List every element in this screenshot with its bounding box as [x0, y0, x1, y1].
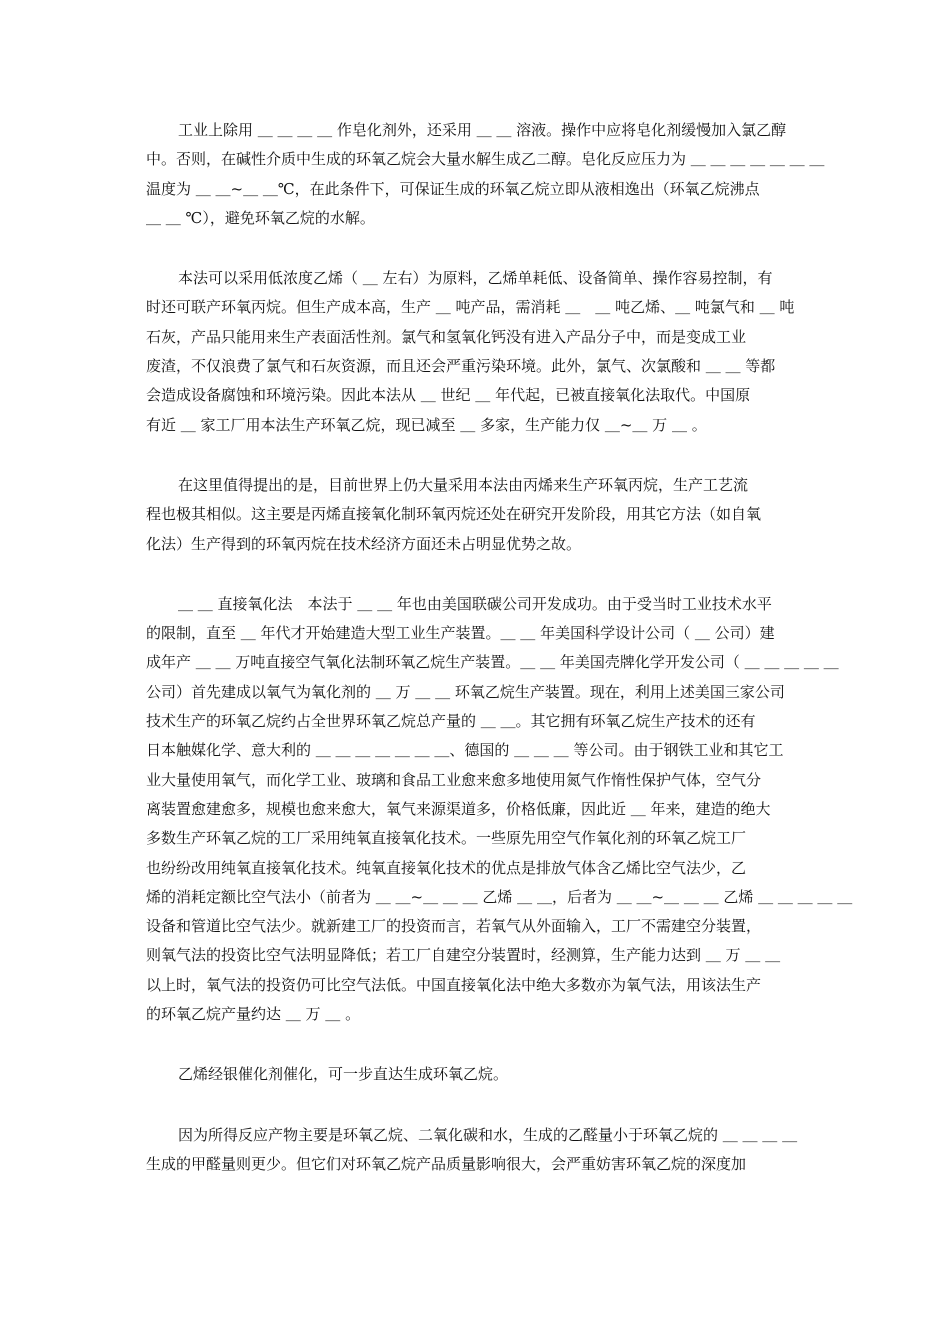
text-line: 离装置愈建愈多，规模也愈来愈大，氧气来源渠道多，价格低廉，因此近 ＿ 年来，建造的绝大	[146, 799, 771, 818]
text-line: 因为所得反应产物主要是环氧乙烷、二氧化碳和水，生成的乙醛量小于环氧乙烷的 ＿ ＿ ＿ ＿	[178, 1125, 798, 1144]
text-line: 会造成设备腐蚀和环境污染。因此本法从 ＿ 世纪 ＿ 年代起，已被直接氧化法取代。中国原	[146, 386, 751, 405]
text-line: 的限制，直至 ＿ 年代才开始建造大型工业生产装置。＿ ＿ 年美国科学设计公司（ ＿ 公司）建	[146, 624, 775, 643]
paragraph-gap	[146, 440, 858, 471]
paragraph-propylene-oxide	[146, 471, 858, 559]
paragraph-direct-oxidation	[146, 590, 858, 1029]
text-line: 石灰，产品只能用来生产表面活性剂。氯气和氢氧化钙没有进入产品分子中，而是变成工业	[146, 327, 747, 346]
text-line: 则氧气法的投资比空气法明显降低；若工厂自建空分装置时，经测算，生产能力达到 ＿ 万 ＿ ＿	[146, 946, 781, 965]
text-line: 本法可以采用低浓度乙烯（ ＿ 左右）为原料，乙烯单耗低、设备简单、操作容易控制，有	[178, 269, 773, 288]
paragraph-gap	[146, 1090, 858, 1121]
text-line: ＿ ＿ ℃），避免环氧乙烷的水解。	[146, 208, 375, 227]
text-line: 技术生产的环氧乙烷约占全世界环氧乙烷总产量的 ＿ ＿。其它拥有环氧乙烷生产技术的还有	[146, 712, 756, 731]
text-line: 的环氧乙烷产量约达 ＿ 万 ＿ 。	[146, 1005, 361, 1024]
text-line: 日本触媒化学、意大利的 ＿ ＿ ＿ ＿ ＿ ＿ ＿、德国的 ＿ ＿ ＿ 等公司。由于钢铁工业和其它工	[146, 741, 784, 760]
text-line: 生成的甲醛量则更少。但它们对环氧乙烷产品质量影响很大，会严重妨害环氧乙烷的深度加	[146, 1154, 747, 1173]
document-body	[146, 116, 858, 1179]
paragraph-chlorohydrin-method	[146, 264, 858, 440]
paragraph-gap	[146, 559, 858, 590]
paragraph-saponification	[146, 116, 858, 233]
text-line: 废渣，不仅浪费了氯气和石灰资源，而且还会严重污染环境。此外，氯气、次氯酸和 ＿ ＿ 等都	[146, 357, 776, 376]
text-line: 程也极其相似。这主要是丙烯直接氧化制环氧丙烷还处在研究开发阶段，用其它方法（如自氧	[146, 505, 762, 524]
text-line: 烯的消耗定额比空气法小（前者为 ＿ ＿~＿ ＿ ＿ 乙烯 ＿ ＿，后者为 ＿ ＿~＿ ＿ ＿ 乙烯 ＿ ＿ ＿ ＿ ＿	[146, 887, 853, 906]
text-line: 有近 ＿ 家工厂用本法生产环氧乙烷，现已减至 ＿ 多家，生产能力仅 ＿~＿ 万 ＿ 。	[146, 415, 707, 434]
text-line: ＿ ＿ 直接氧化法 本法于 ＿ ＿ 年也由美国联碳公司开发成功。由于受当时工业技术水平	[178, 594, 772, 613]
text-line: 成年产 ＿ ＿ 万吨直接空气氧化法制环氧乙烷生产装置。＿ ＿ 年美国壳牌化学开发公司（ ＿ ＿ ＿ ＿ ＿	[146, 653, 839, 672]
text-line: 设备和管道比空气法少。就新建工厂的投资而言，若氧气从外面输入，工厂不需建空分装置，	[146, 917, 762, 936]
text-line: 工业上除用 ＿ ＿ ＿ ＿ 作皂化剂外，还采用 ＿ ＿ 溶液。操作中应将皂化剂缓慢加入氯乙醇	[178, 121, 787, 139]
text-line: 乙烯经银催化剂催化，可一步直达生成环氧乙烷。	[178, 1065, 516, 1084]
text-line: 中。否则，在碱性介质中生成的环氧乙烷会大量水解生成乙二醇。皂化反应压力为 ＿ ＿ ＿ ＿ ＿ ＿ ＿	[146, 150, 825, 169]
paragraph-reaction-products	[146, 1121, 858, 1180]
paragraph-gap	[146, 1029, 858, 1060]
paragraph-gap	[146, 233, 858, 264]
paragraph-silver-catalyst	[146, 1060, 858, 1089]
text-line: 在这里值得提出的是，目前世界上仍大量采用本法由丙烯来生产环氧丙烷，生产工艺流	[178, 475, 749, 494]
text-line: 也纷纷改用纯氧直接氧化技术。纯氧直接氧化技术的优点是排放气体含乙烯比空气法少，乙	[146, 858, 747, 877]
text-line: 多数生产环氧乙烷的工厂采用纯氧直接氧化技术。一些原先用空气作氧化剂的环氧乙烷工厂	[146, 829, 747, 848]
text-line: 公司）首先建成以氧气为氧化剂的 ＿ 万 ＿ ＿ 环氧乙烷生产装置。现在，利用上述美国三家公司	[146, 682, 785, 701]
text-line: 以上时，氧气法的投资仍可比空气法低。中国直接氧化法中绝大多数亦为氧气法，用该法生产	[146, 975, 762, 994]
text-line: 化法）生产得到的环氧丙烷在技术经济方面还未占明显优势之故。	[146, 534, 582, 553]
text-line: 时还可联产环氧丙烷。但生产成本高，生产 ＿ 吨产品，需消耗 ＿ ＿ 吨乙烯、＿ 吨氯气和 ＿ 吨	[146, 298, 795, 317]
text-line: 温度为 ＿ ＿~＿ ＿℃，在此条件下，可保证生成的环氧乙烷立即从液相逸出（环氧乙烷沸点	[146, 179, 760, 198]
text-line: 业大量使用氧气，而化学工业、玻璃和食品工业愈来愈多地使用氮气作惰性保护气体，空气分	[146, 770, 762, 789]
